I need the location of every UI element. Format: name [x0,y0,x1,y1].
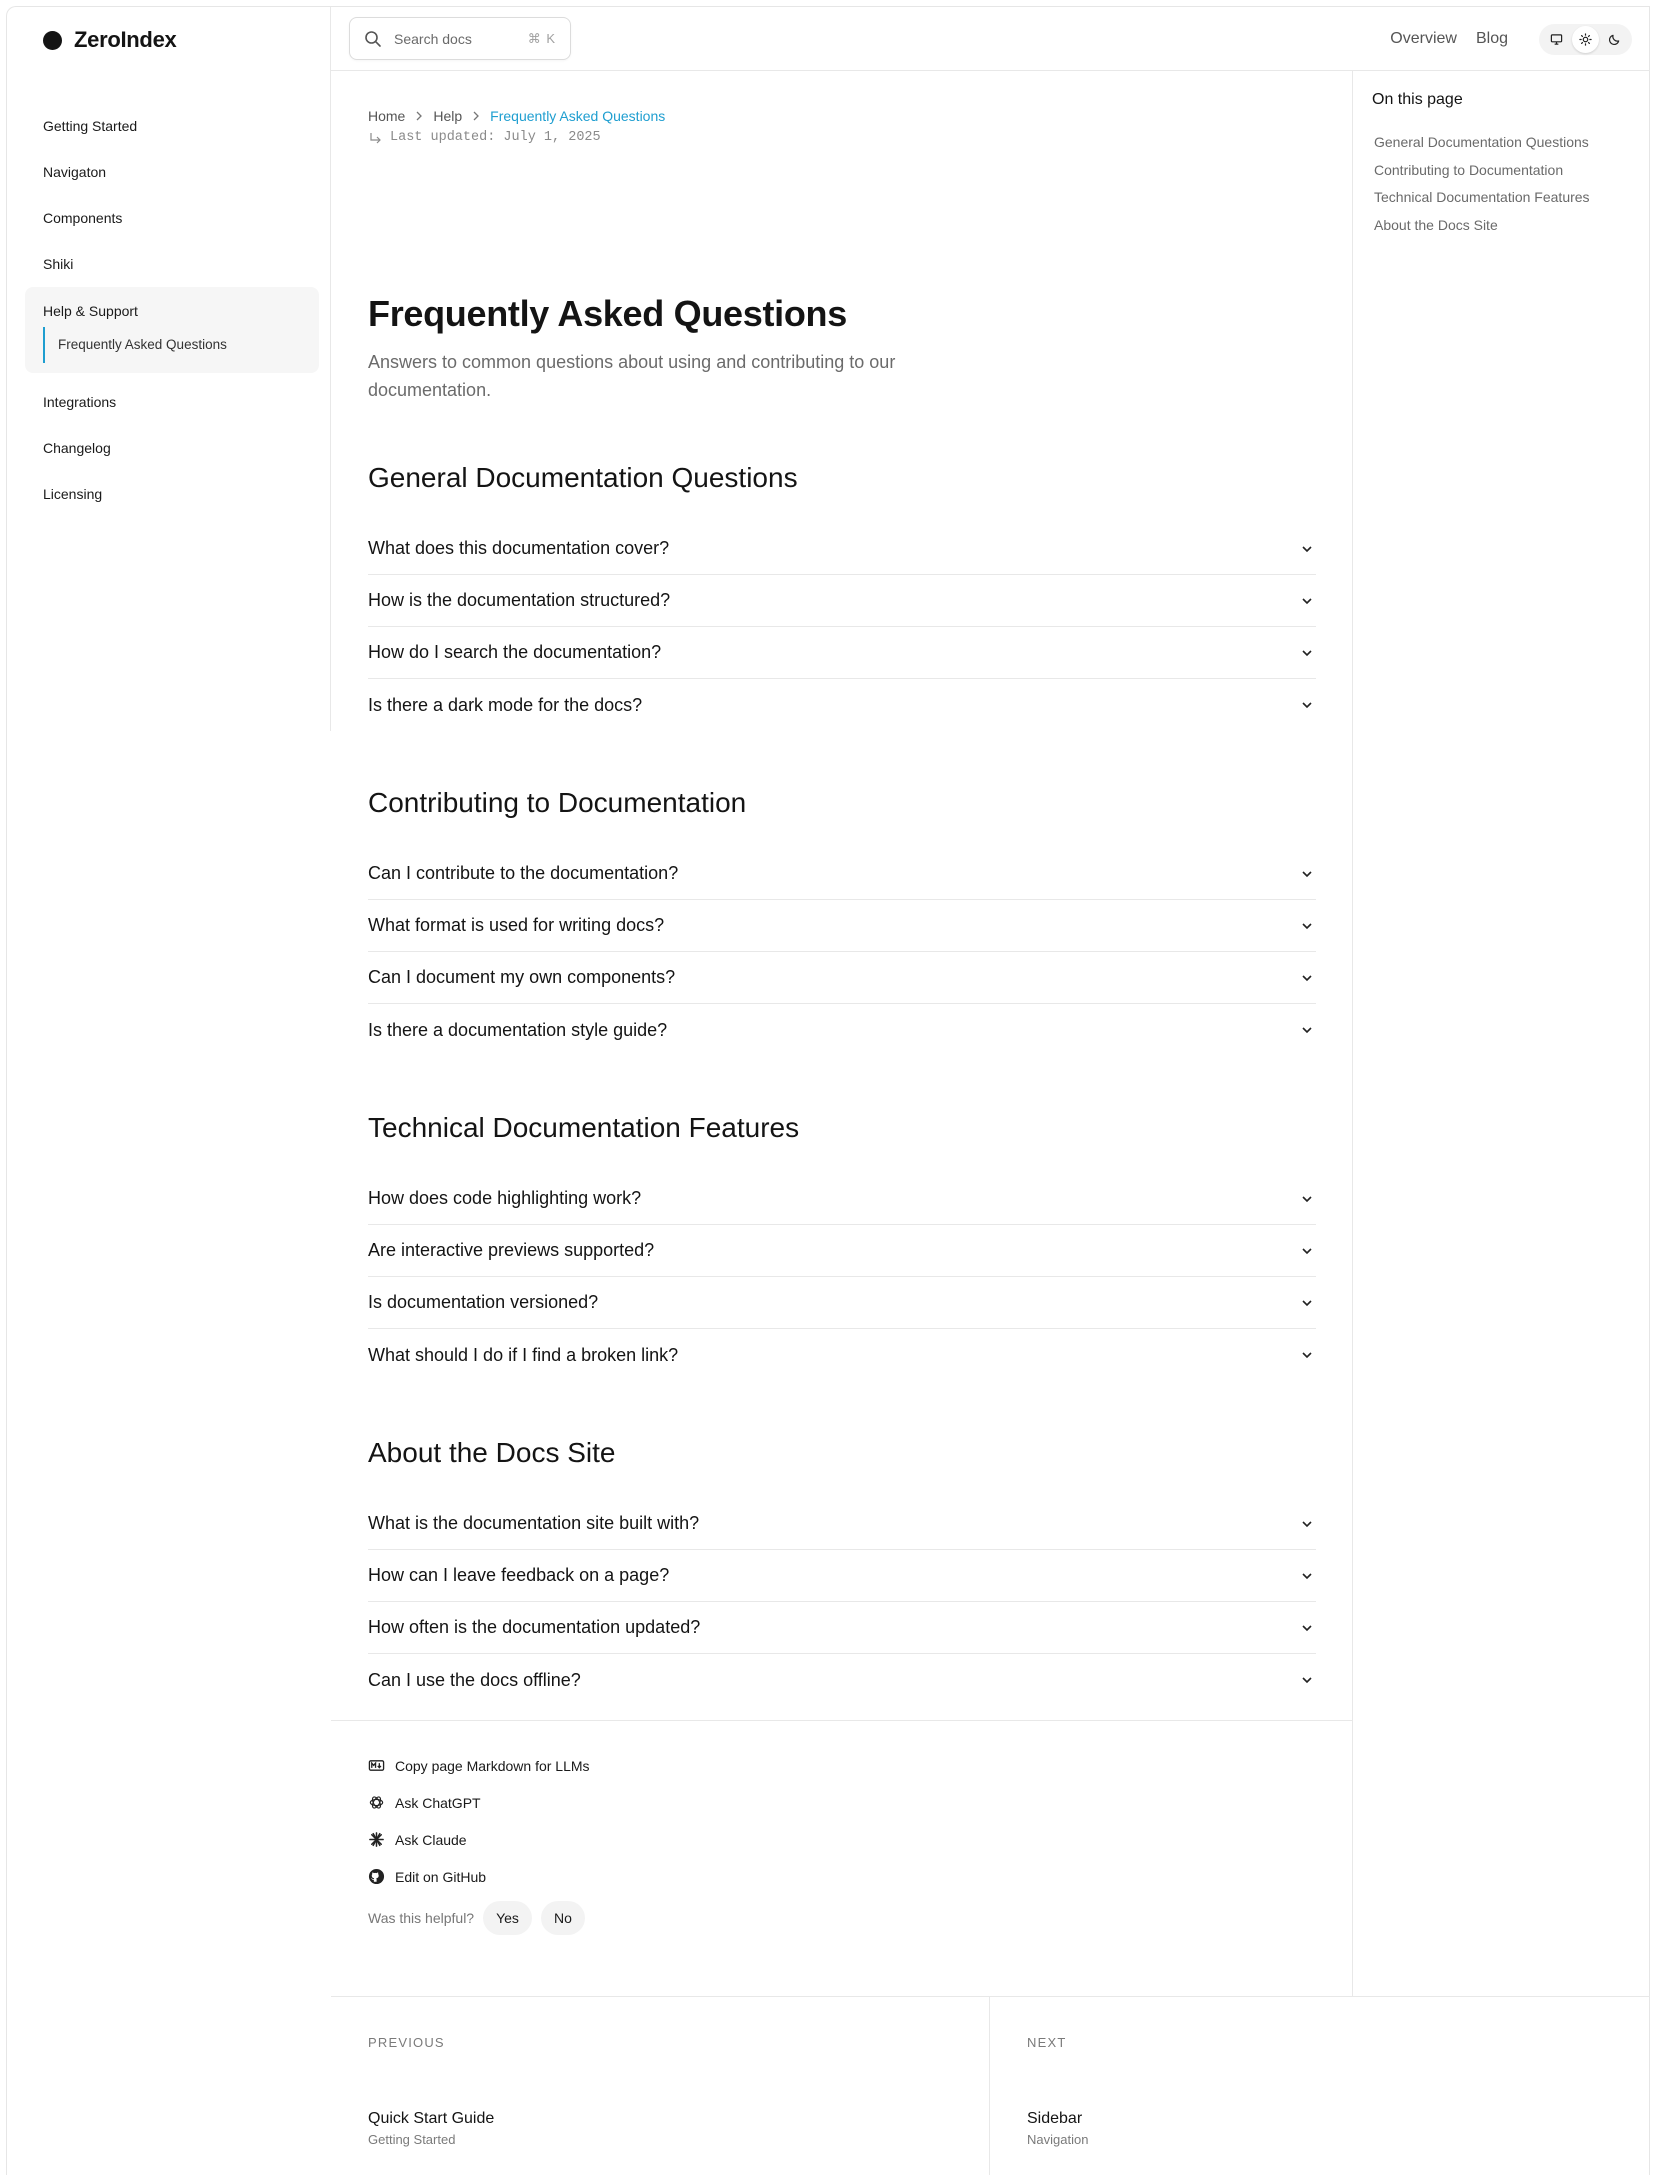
faq-item[interactable] [368,1550,1316,1602]
faq-item[interactable] [368,679,1316,731]
chevron-right-icon [472,111,480,121]
feedback-no-button[interactable]: No [541,1901,585,1935]
page-actions [368,1747,590,1935]
search-placeholder: Search docs [394,30,472,47]
faq-item[interactable] [368,1329,1316,1381]
theme-switcher [1539,24,1632,55]
sidebar-item-changelog[interactable]: Changelog [43,440,111,456]
top-link-overview[interactable]: Overview [1390,30,1457,47]
moon-icon [1608,33,1621,46]
previous-page-link[interactable] [331,1997,990,2175]
sidebar-group-help-support [25,287,319,373]
faq-item[interactable] [368,1173,1316,1225]
chevron-down-icon [1300,1569,1314,1583]
toc-item-technical[interactable]: Technical Documentation Features [1374,189,1590,205]
section-title: Contributing to Documentation [368,787,747,818]
edit-github-button[interactable] [368,1858,590,1895]
ask-claude-button[interactable] [368,1821,590,1858]
search-input[interactable] [349,17,571,60]
section-technical [368,1107,1316,1381]
theme-light-button[interactable] [1572,26,1599,53]
previous-section: Getting Started [368,2132,456,2147]
faq-question: How is the documentation structured? [368,590,671,610]
sidebar-item-navigation[interactable]: Navigaton [43,164,107,180]
sidebar-item-help-support[interactable]: Help & Support [43,303,138,319]
page-title: Frequently Asked Questions [368,293,847,334]
ask-chatgpt-button[interactable] [368,1784,590,1821]
chevron-down-icon [1300,1517,1314,1531]
faq-list [368,848,1316,1056]
faq-item[interactable] [368,1602,1316,1654]
last-updated [368,130,601,145]
ask-claude-label: Ask Claude [395,1831,467,1848]
section-general [368,457,1316,731]
chevron-down-icon [1300,1673,1314,1687]
sidebar-item-integrations[interactable]: Integrations [43,394,117,410]
logo-text: ZeroIndex [74,27,177,52]
next-title: Sidebar [1027,2110,1083,2127]
faq-item[interactable] [368,1225,1316,1277]
ask-chatgpt-label: Ask ChatGPT [395,1794,481,1811]
next-section: Navigation [1027,2132,1089,2147]
toc-item-about[interactable]: About the Docs Site [1374,216,1498,233]
next-label: NEXT [1027,2035,1067,2050]
faq-question: Is documentation versioned? [368,1292,599,1312]
faq-question: How often is the documentation updated? [368,1617,701,1637]
main-content [331,71,1353,1996]
chevron-right-icon [415,111,423,121]
faq-question: What should I do if I find a broken link? [368,1344,679,1365]
feedback-yes-button[interactable]: Yes [483,1901,532,1935]
table-of-contents [1353,71,1650,1996]
search-icon [364,30,382,48]
faq-question: How can I leave feedback on a page? [368,1565,670,1585]
chevron-down-icon [1300,698,1314,712]
faq-question: Can I contribute to the documentation? [368,863,679,883]
faq-item[interactable] [368,1277,1316,1329]
previous-label: PREVIOUS [368,2035,445,2050]
breadcrumb-help[interactable]: Help [433,108,463,124]
github-icon [368,1868,385,1885]
faq-question: How do I search the documentation? [368,642,662,662]
breadcrumb [368,108,665,124]
chevron-down-icon [1300,1244,1314,1258]
faq-item[interactable] [368,848,1316,900]
copy-markdown-button[interactable] [368,1747,590,1784]
top-link-blog[interactable]: Blog [1475,30,1508,47]
chevron-down-icon [1300,594,1314,608]
faq-question: What is the documentation site built with? [368,1513,700,1533]
search-shortcut: ⌘ K [527,30,556,46]
faq-list [368,1173,1316,1381]
top-header [331,7,1650,71]
top-links [1390,7,1508,71]
sidebar-item-components[interactable]: Components [43,210,123,226]
chevron-down-icon [1300,919,1314,933]
claude-icon [368,1831,385,1848]
page-description: Answers to common questions about using and contributing to our documentation. [368,352,896,400]
sidebar-item-licensing[interactable]: Licensing [43,486,103,502]
faq-question: Can I use the docs offline? [368,1669,581,1690]
sidebar [7,7,331,731]
section-title: About the Docs Site [368,1437,616,1468]
next-page-link[interactable] [990,1997,1650,2175]
logo-icon [43,31,62,50]
chevron-down-icon [1300,1296,1314,1310]
faq-question: How does code highlighting work? [368,1188,642,1208]
faq-item[interactable] [368,523,1316,575]
faq-item[interactable] [368,1004,1316,1056]
faq-item[interactable] [368,952,1316,1004]
edit-github-label: Edit on GitHub [395,1868,487,1885]
faq-item[interactable] [368,900,1316,952]
section-title: Technical Documentation Features [368,1112,800,1143]
feedback-question: Was this helpful? [368,1910,475,1926]
faq-item[interactable] [368,575,1316,627]
content-divider [331,1720,1352,1721]
section-title: General Documentation Questions [368,462,798,493]
faq-question: Can I document my own components? [368,967,676,987]
toc-item-general[interactable]: General Documentation Questions [1374,134,1589,150]
monitor-icon [1550,33,1563,46]
markdown-icon [368,1757,385,1774]
faq-item[interactable] [368,627,1316,679]
chevron-down-icon [1300,1192,1314,1206]
page-pager [331,1996,1650,2175]
faq-question: Are interactive previews supported? [368,1240,655,1260]
chevron-down-icon [1300,867,1314,881]
breadcrumb-current: Frequently Asked Questions [490,108,666,124]
last-updated-text: Last updated: July 1, 2025 [390,130,601,145]
previous-title: Quick Start Guide [368,2110,495,2127]
theme-system-button[interactable] [1543,26,1570,53]
toc-list [1374,134,1590,244]
logo[interactable] [43,27,176,53]
faq-item[interactable] [368,1498,1316,1550]
chevron-down-icon [1300,1348,1314,1362]
feedback-row [368,1901,590,1935]
faq-question: Is there a documentation style guide? [368,1019,668,1040]
breadcrumb-home[interactable]: Home [368,108,406,124]
sidebar-subitem-faq[interactable]: Frequently Asked Questions [43,327,319,363]
section-contributing [368,782,1316,1056]
chevron-down-icon [1300,1621,1314,1635]
faq-question: What format is used for writing docs? [368,915,665,935]
chevron-down-icon [1300,542,1314,556]
theme-dark-button[interactable] [1601,26,1628,53]
sidebar-item-getting-started[interactable]: Getting Started [43,118,138,134]
sun-icon [1579,33,1592,46]
copy-markdown-label: Copy page Markdown for LLMs [395,1757,590,1774]
faq-question: What does this documentation cover? [368,538,670,558]
toc-item-contributing[interactable]: Contributing to Documentation [1374,161,1564,178]
corner-down-right-icon [368,131,382,145]
faq-list [368,1498,1316,1706]
sidebar-item-shiki[interactable]: Shiki [43,256,74,272]
openai-icon [368,1794,385,1811]
sidebar-nav [25,103,319,517]
faq-question: Is there a dark mode for the docs? [368,694,643,715]
faq-list [368,523,1316,731]
chevron-down-icon [1300,971,1314,985]
chevron-down-icon [1300,1023,1314,1037]
chevron-down-icon [1300,646,1314,660]
section-about [368,1432,1316,1706]
toc-title: On this page [1372,91,1463,108]
faq-item[interactable] [368,1654,1316,1706]
